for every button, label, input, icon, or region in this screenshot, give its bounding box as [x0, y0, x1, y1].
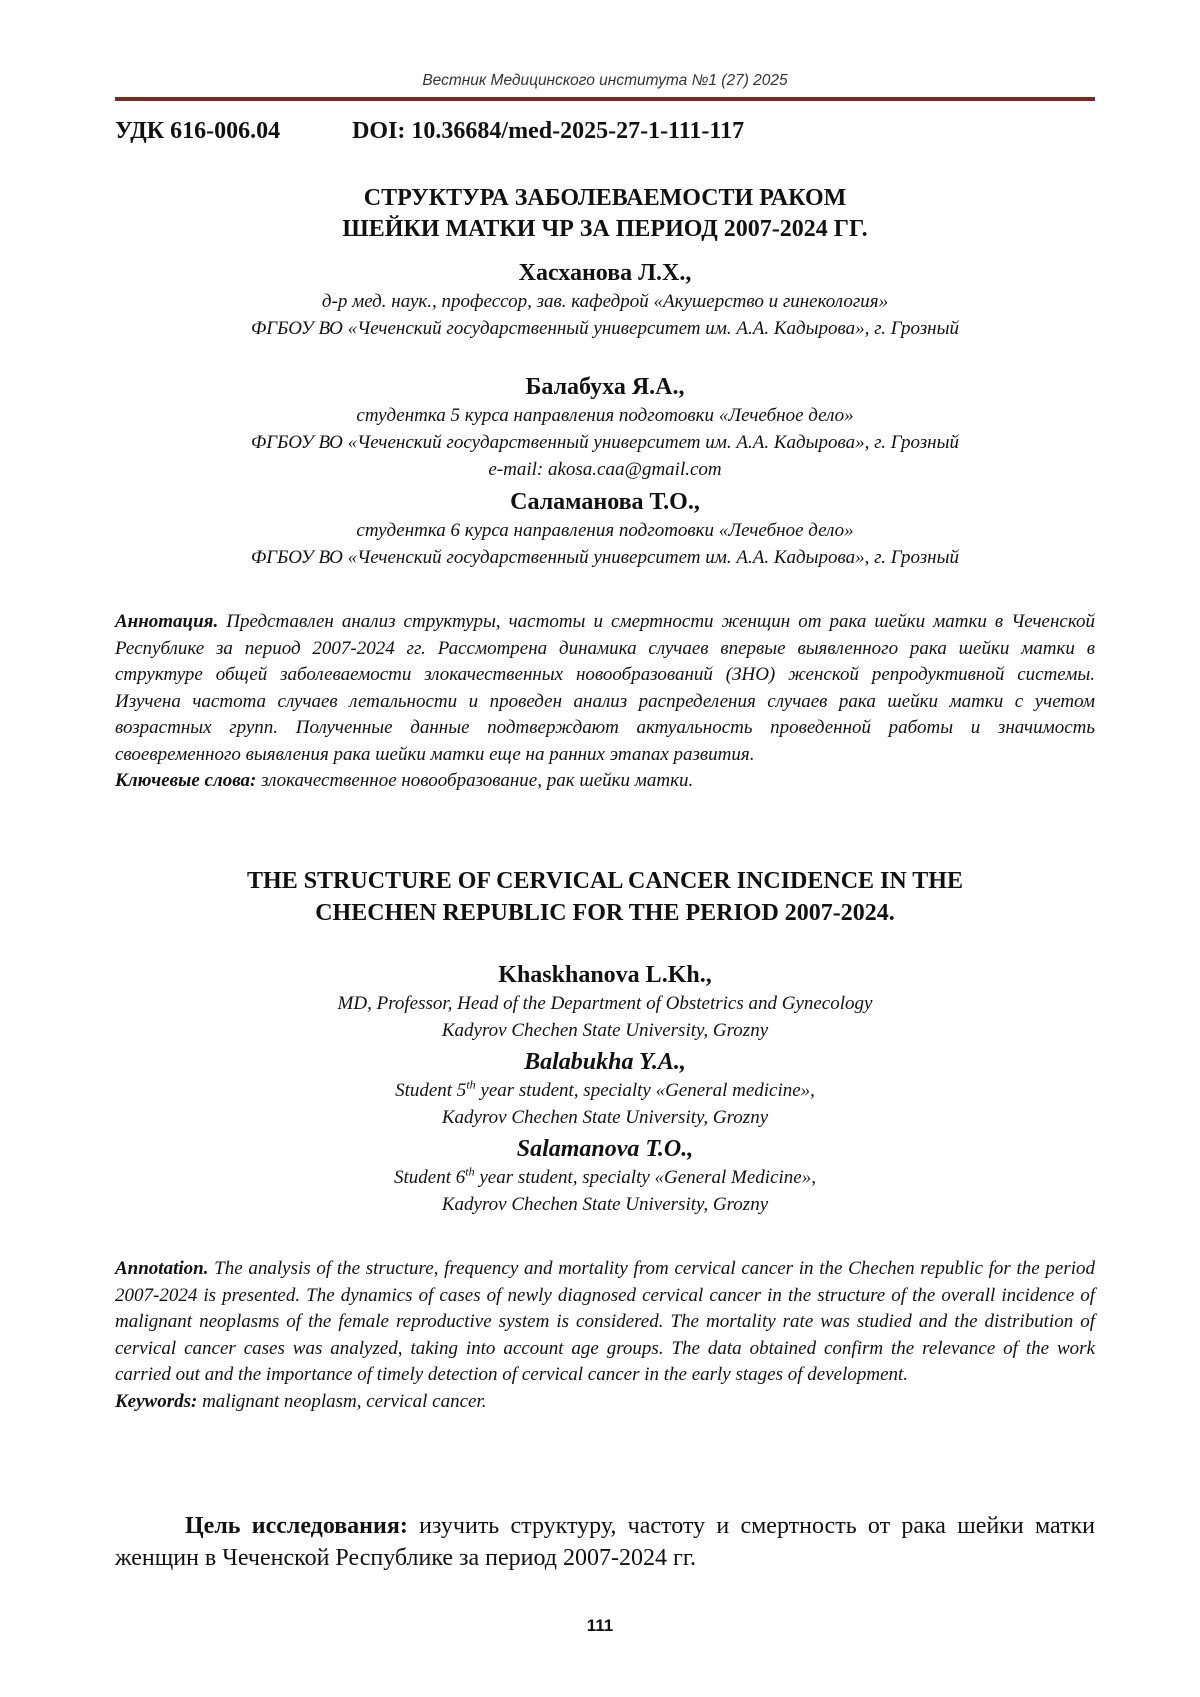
title-en-line: THE STRUCTURE OF CERVICAL CANCER INCIDENCE IN THE	[115, 865, 1095, 897]
author-ru-2	[115, 372, 1095, 483]
author-position: студентка 5 курса направления подготовки «Лечебное дело»	[115, 402, 1095, 429]
author-en-3	[115, 1134, 1095, 1218]
author-position: Student 5th year student, specialty «General medicine»,	[115, 1077, 1095, 1104]
author-ru-3	[115, 487, 1095, 571]
author-name: Salamanova T.O.,	[115, 1134, 1095, 1164]
author-affiliation: ФГБОУ ВО «Чеченский государственный университет им. А.А. Кадырова», г. Грозный	[115, 429, 1095, 456]
title-en-line: CHECHEN REPUBLIC FOR THE PERIOD 2007-2024.	[115, 897, 1095, 929]
author-affiliation: Kadyrov Chechen State University, Grozny	[115, 1104, 1095, 1131]
doi: DOI: 10.36684/med-2025-27-1-111-117	[352, 118, 744, 144]
author-affiliation: ФГБОУ ВО «Чеченский государственный университет им. А.А. Кадырова», г. Грозный	[115, 544, 1095, 571]
author-en-1	[115, 960, 1095, 1044]
title-ru-line: ШЕЙКИ МАТКИ ЧР ЗА ПЕРИОД 2007-2024 ГГ.	[115, 214, 1095, 245]
author-position: MD, Professor, Head of the Department of Obstetrics and Gynecology	[115, 990, 1095, 1017]
author-name: Саламанова Т.О.,	[115, 487, 1095, 517]
research-aim-text: изучить структуру, частоту и смертность от рака шейки матки женщин в Чеченской Республике за период 2007-2024 гг.	[115, 1513, 1095, 1571]
author-position: студентка 6 курса направления подготовки «Лечебное дело»	[115, 517, 1095, 544]
author-name: Khaskhanova L.Kh.,	[115, 960, 1095, 990]
author-en-2	[115, 1047, 1095, 1131]
author-position: Student 6th year student, specialty «General Medicine»,	[115, 1164, 1095, 1191]
body-paragraph	[115, 1510, 1095, 1574]
article-title-ru	[115, 183, 1095, 245]
title-ru-line: СТРУКТУРА ЗАБОЛЕВАЕМОСТИ РАКОМ	[115, 183, 1095, 214]
journal-running-header: Вестник Медицинского института №1 (27) 2025	[115, 72, 1095, 90]
author-affiliation: Kadyrov Chechen State University, Grozny	[115, 1017, 1095, 1044]
abstract-label: Annotation.	[115, 1258, 208, 1279]
author-position: д-р мед. наук., профессор, зав. кафедрой «Акушерство и гинекология»	[115, 288, 1095, 315]
keywords-label: Ключевые слова:	[115, 770, 256, 791]
abstract-label: Аннотация.	[115, 611, 218, 632]
author-ru-1	[115, 258, 1095, 342]
author-name: Хасханова Л.Х.,	[115, 258, 1095, 288]
author-name: Balabukha Y.A.,	[115, 1047, 1095, 1077]
keywords-text: злокачественное новообразование, рак шейки матки.	[261, 770, 693, 791]
author-affiliation: Kadyrov Chechen State University, Grozny	[115, 1191, 1095, 1218]
abstract-ru	[115, 609, 1095, 795]
page-number: 111	[0, 1616, 1200, 1636]
author-email: e-mail: akosa.caa@gmail.com	[115, 456, 1095, 483]
author-affiliation: ФГБОУ ВО «Чеченский государственный университет им. А.А. Кадырова», г. Грозный	[115, 315, 1095, 342]
keywords-label: Keywords:	[115, 1391, 197, 1412]
abstract-text: The analysis of the structure, frequency and mortality from cervical cancer in the Chechen republic for the period 2007-2024 is presented. The dynamics of cases of newly diagnosed cervical cancer in the structure of the overall incidence of malignant neoplasms of the female reproductive system is considered. The mortality rate was studied and the distribution of cervical cancer cases was analyzed, taking into account age groups. The data obtained confirm the relevance of the work carried out and the importance of timely detection of cervical cancer in the early stages of development.	[115, 1258, 1095, 1385]
header-divider	[115, 97, 1095, 101]
udk-doi-line	[115, 118, 744, 145]
author-name: Балабуха Я.А.,	[115, 372, 1095, 402]
research-aim-label: Цель исследования:	[185, 1513, 408, 1539]
udk-code: УДК 616-006.04	[115, 118, 280, 144]
keywords-text: malignant neoplasm, cervical cancer.	[202, 1391, 486, 1412]
article-title-en	[115, 865, 1095, 929]
abstract-en	[115, 1256, 1095, 1415]
abstract-text: Представлен анализ структуры, частоты и смертности женщин от рака шейки матки в Чеченской Республике за период 2007-2024 гг. Рассмотрена динамика случаев впервые выявленного рака шейки матки в структуре общей заболеваемости злокачественных новообразований (ЗНО) женской репродуктивной системы. Изучена частота случаев летальности и проведен анализ распределения случаев рака шейки матки с учетом возрастных групп. Полученные данные подтверждают актуальность проведенной работы и значимость своевременного выявления рака шейки матки еще на ранних этапах развития.	[115, 611, 1095, 765]
